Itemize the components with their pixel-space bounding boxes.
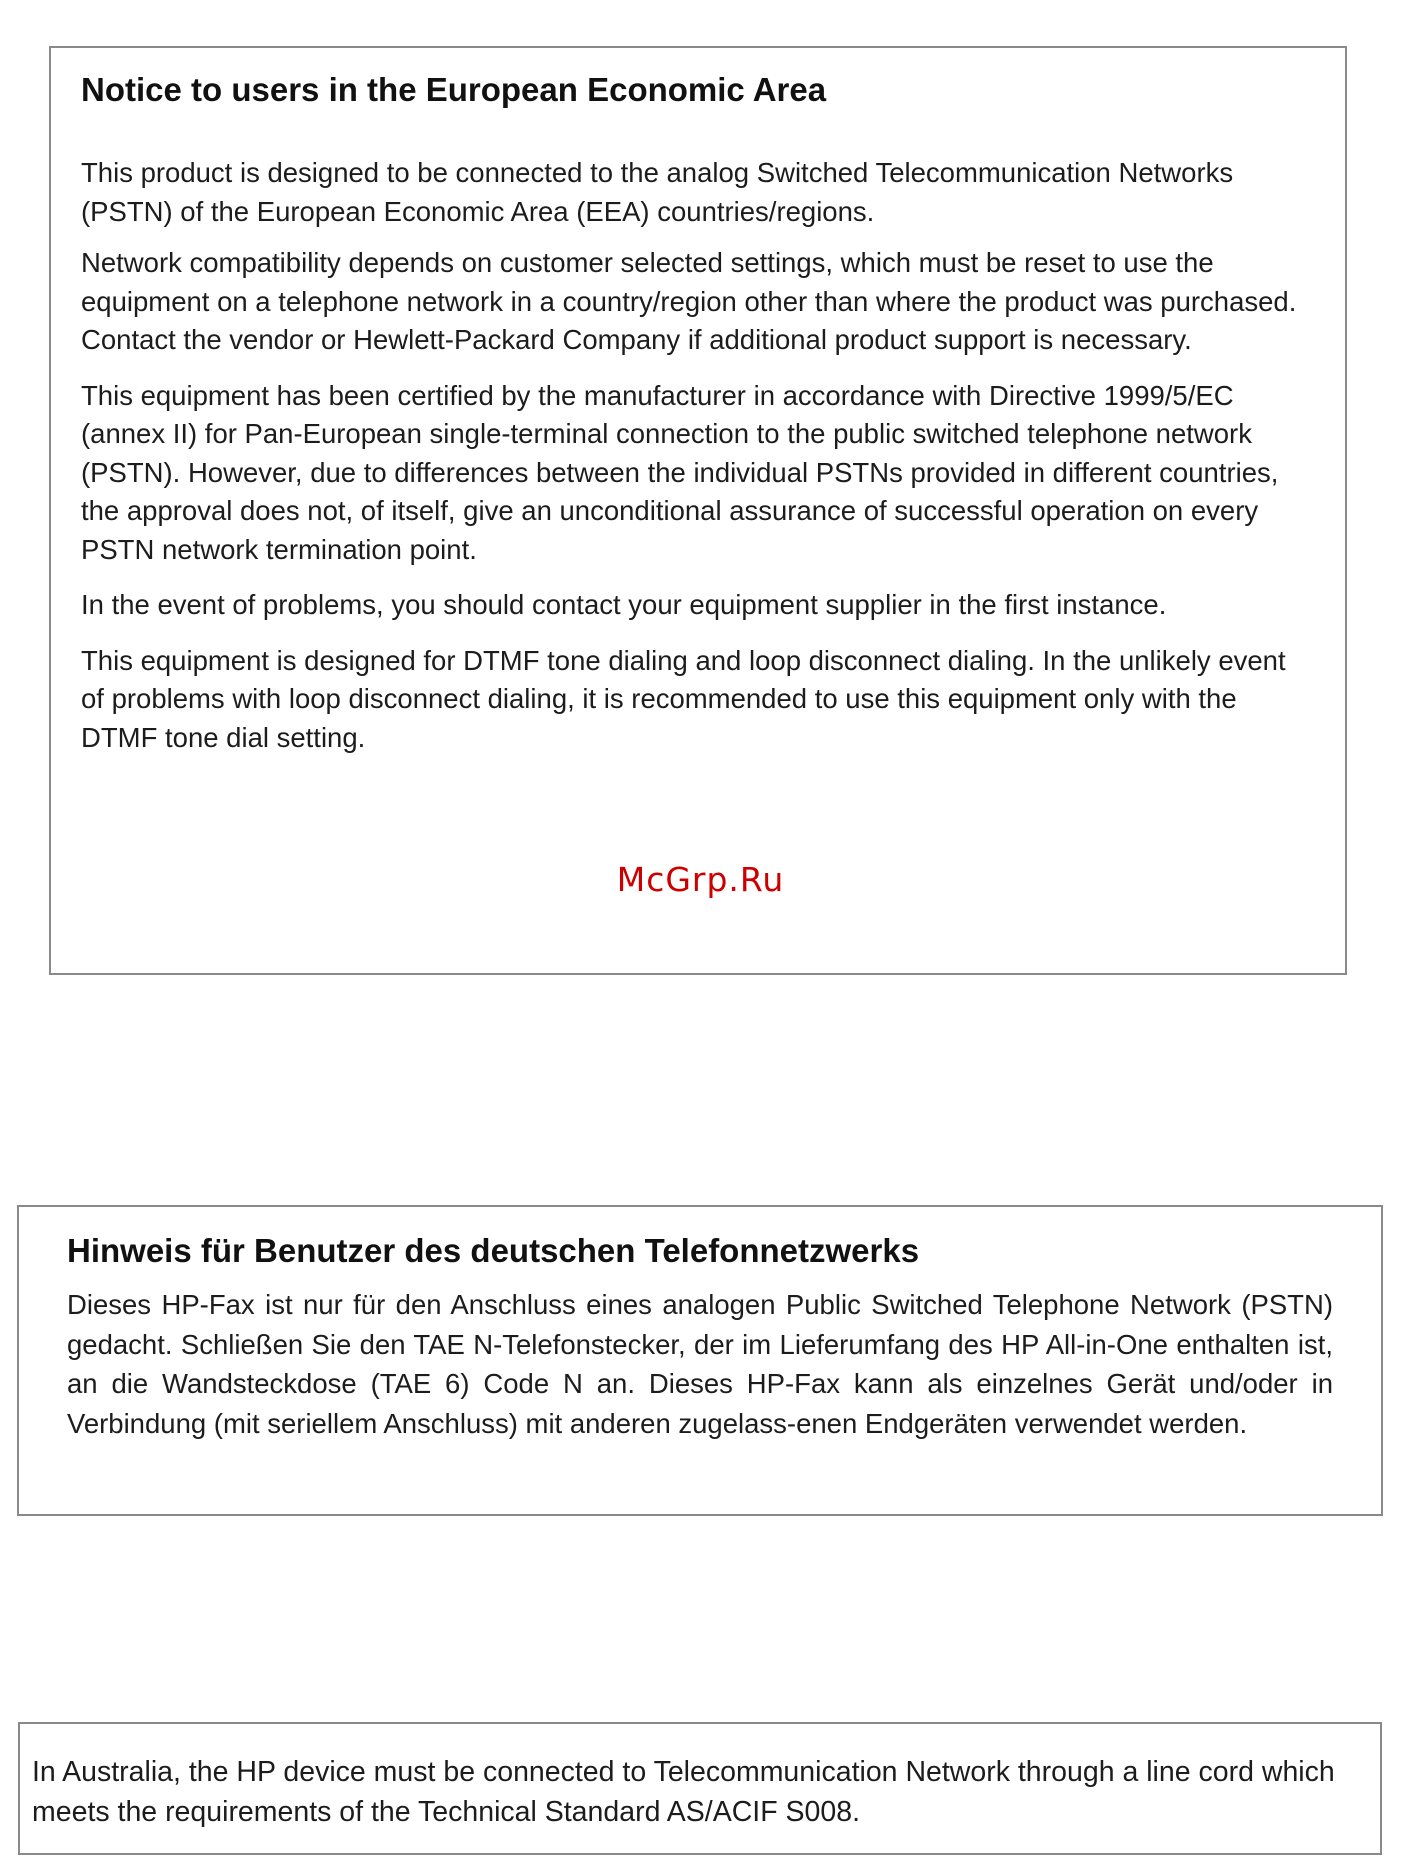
german-notice-box — [17, 1205, 1383, 1516]
eea-notice-paragraph: This equipment has been certified by the manufacturer in accordance with Directive 1999/5/EC (annex II) for Pan-European single-terminal connection to the public switched telephone network (PSTN). However, due to differences between the individual PSTNs provided in different countries, the approval does not, of itself, give an unconditional assurance of successful operation on every PSTN network termination point. — [81, 379, 1279, 565]
german-notice-heading: Hinweis für Benutzer des deutschen Telefonnetzwerks — [67, 1232, 920, 1269]
australia-notice-box — [18, 1722, 1382, 1855]
australia-notice-paragraph: In Australia, the HP device must be connected to Telecommunication Network through a line cord which meets the requirements of the Technical Standard AS/ACIF S008. — [32, 1756, 1335, 1828]
eea-notice-paragraph: Network compatibility depends on customer selected settings, which must be reset to use the equipment on a telephone network in a country/region other than where the product was purchased. Contact the vendor or Hewlett-Packard Company if additional product support is necessary. — [81, 247, 1297, 355]
watermark-text: McGrp.Ru — [616, 860, 785, 899]
german-notice-paragraph: Dieses HP-Fax ist nur für den Anschluss eines analogen Public Switched Telephone Network (PSTN) gedacht. Schließen Sie den TAE N-Telefonstecker, der im Lieferumfang des HP All-in-One enthalten ist, an die Wandsteckdose (TAE 6) Code N an. Dieses HP-Fax kann als einzelnes Gerät und/oder in Verbindung (mit seriellem Anschluss) mit anderen zugelass-enen Endgeräten verwendet werden. — [67, 1289, 1333, 1439]
eea-notice-paragraph: This product is designed to be connected to the analog Switched Telecommunication Networks (PSTN) of the European Economic Area (EEA) countries/regions. — [81, 157, 1234, 227]
eea-notice-paragraph: This equipment is designed for DTMF tone dialing and loop disconnect dialing. In the unlikely event of problems with loop disconnect dialing, it is recommended to use this equipment only with the DTMF tone dial setting. — [81, 644, 1286, 753]
eea-notice-paragraph: In the event of problems, you should contact your equipment supplier in the first instance. — [81, 589, 1167, 620]
eea-notice-box — [49, 46, 1347, 975]
eea-notice-heading: Notice to users in the European Economic Area — [81, 71, 827, 108]
